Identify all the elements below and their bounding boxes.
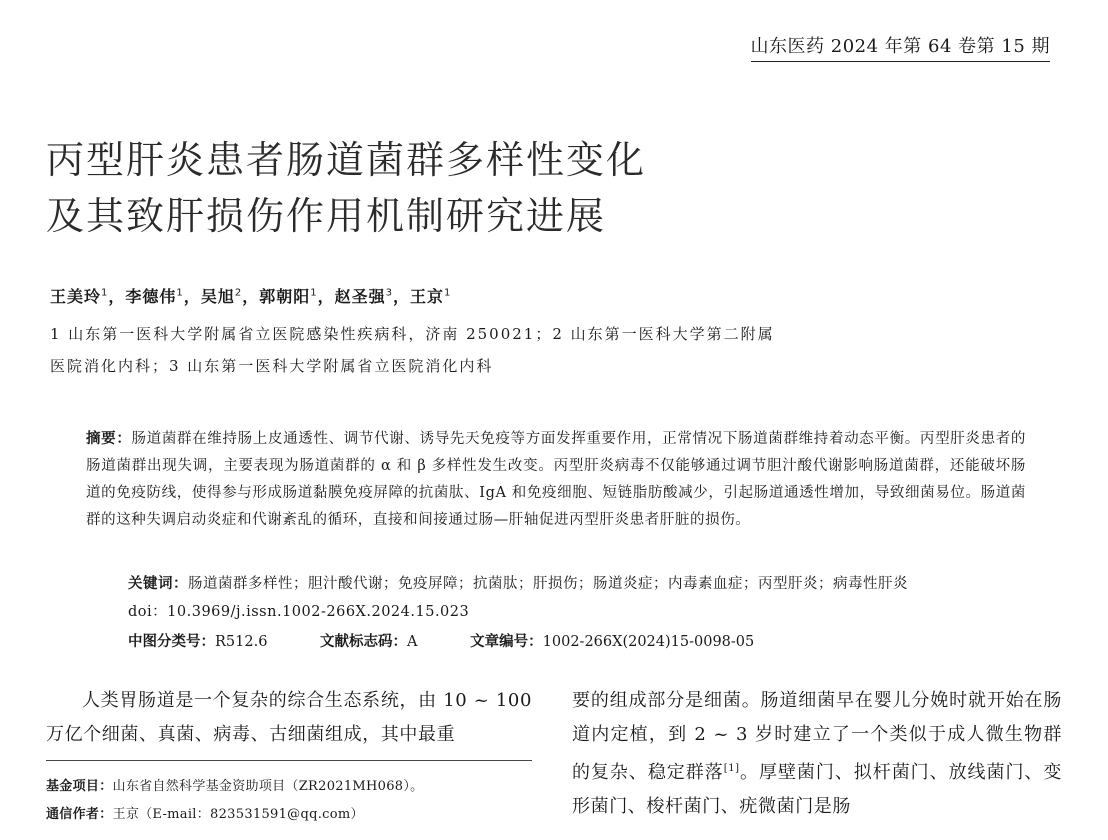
document-code: 文献标志码：A	[320, 634, 418, 650]
doi-label: doi：	[128, 604, 168, 620]
keywords-label: 关键词：	[128, 576, 188, 592]
keywords	[128, 572, 1028, 593]
keywords-text: 肠道菌群多样性；胆汁酸代谢；免疫屏障；抗菌肽；肝损伤；肠道炎症；内毒素血症；丙型肝炎；病毒性肝炎	[188, 576, 908, 592]
clc-number: 中图分类号：R512.6	[128, 634, 268, 650]
author-list	[50, 284, 451, 307]
body-left-column: 人类胃肠道是一个复杂的综合生态系统，由 10 ~ 100 万亿个细菌、真菌、病毒、古细菌组成，其中最重	[46, 690, 532, 745]
article-title	[46, 132, 646, 244]
affiliation-line-2: 医院消化内科；3 山东第一医科大学附属省立医院消化内科	[50, 357, 494, 375]
journal-header: 山东医药 2024 年第 64 卷第 15 期	[751, 32, 1050, 62]
author: 王京$^1$	[410, 287, 452, 306]
author: 李德伟$^1$，	[125, 287, 201, 306]
title-line-1: 丙型肝炎患者肠道菌群多样性变化	[46, 138, 647, 182]
author: 王美玲$^1$，	[50, 287, 126, 306]
footnote-divider	[46, 760, 532, 761]
doi	[128, 600, 469, 621]
citation-ref: [1]	[723, 763, 740, 774]
abstract-text: 肠道菌群在维持肠上皮通透性、调节代谢、诱导先天免疫等方面发挥重要作用，正常情况下肠道菌群维持着动态平衡。丙型肝炎患者的肠道菌群出现失调，主要表现为肠道菌群的 α 和 β 多样性发生改变。丙型肝炎病毒不仅能够通过调节胆汁酸代谢影响肠道菌群，还能破坏肠道的免疫防线，使得参与形成肠道黏膜免疫屏障的抗菌肽、IgA 和免疫细胞、短链脂肪酸减少，引起肠道通透性增加，导致细菌易位。肠道菌群的这种失调启动炎症和代谢紊乱的循环，直接和间接通过肠—肝轴促进丙型肝炎患者肝脏的损伤。	[86, 431, 1026, 528]
fund-footnote: 基金项目：山东省自然科学基金资助项目（ZR2021MH068）。	[46, 779, 424, 794]
author: 郭朝阳$^1$，	[259, 287, 335, 306]
abstract-label: 摘要：	[86, 431, 132, 447]
body-right-column: 要的组成部分是细菌。肠道细菌早在婴儿分娩时就开始在肠道内定植，到 2 ~ 3 岁时建立了一个类似于成人微生物群的复杂、稳定群落[1]。厚壁菌门、拟杆菌门、放线菌门、变形菌门、梭杆菌门、疣微菌门是肠	[572, 690, 1062, 817]
abstract	[86, 426, 1026, 534]
affiliation-line-1: 1 山东第一医科大学附属省立医院感染性疾病科，济南 250021；2 山东第一医科大学第二附属	[50, 325, 775, 343]
author: 赵圣强$^3$，	[334, 287, 411, 306]
classification-line	[128, 630, 802, 651]
affiliations	[50, 318, 1010, 382]
title-line-2: 及其致肝损伤作用机制研究进展	[46, 194, 607, 238]
doi-value: 10.3969/j.issn.1002-266X.2024.15.023	[167, 604, 470, 620]
article-number: 文章编号：1002-266X(2024)15-0098-05	[470, 634, 755, 650]
corresponding-author-footnote: 通信作者：王京（E-mail：823531591@qq.com）	[46, 807, 364, 822]
author: 吴旭$^2$，	[200, 287, 260, 306]
